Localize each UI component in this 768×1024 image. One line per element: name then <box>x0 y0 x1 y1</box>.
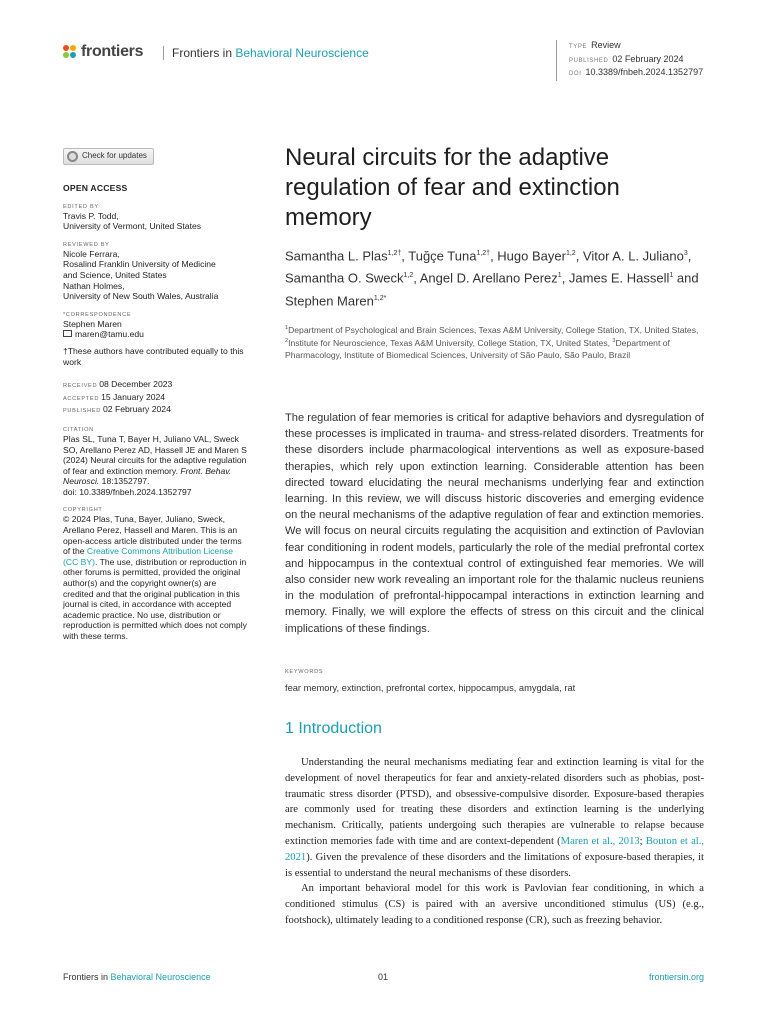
doi-value[interactable]: 10.3389/fnbeh.2024.1352797 <box>585 67 704 77</box>
received-value: 08 December 2023 <box>99 379 173 390</box>
author-name[interactable]: Vitor A. L. Juliano <box>582 248 684 264</box>
citation-volume: 18:1352797. <box>99 476 150 487</box>
author-affiliation-marker: 1 <box>557 272 562 280</box>
intro-paragraph: An important behavioral model for this work is Pavlovian fear conditioning, in which a conditioned stimulus (CS) is paired with an aversive unconditioned stimulus (US) (e.g., footshock), ultimately leading to a conditioned response (CR), such as freezing behavior. <box>285 883 704 926</box>
author-affiliation-marker: 1,2† <box>387 250 402 257</box>
author-separator: , <box>687 248 692 264</box>
affiliation-marker: 2 <box>285 338 289 345</box>
intro-paragraph <box>285 755 704 881</box>
author-separator: , <box>413 270 420 286</box>
author-separator: and <box>673 270 699 286</box>
reviewer-affiliation: and Science, United States <box>63 269 167 280</box>
license-link[interactable]: Creative Commons Attribution License (CC BY) <box>63 546 234 567</box>
logo-mark-icon <box>63 45 77 59</box>
affiliation-text: Department of Pharmacology, Institute of Biomedical Sciences, University of São Paulo, São Paulo, Brazil <box>285 338 670 360</box>
author-name[interactable]: James E. Hassell <box>568 270 670 286</box>
doi-label: DOI <box>569 71 582 77</box>
author-name[interactable]: Samantha L. Plas <box>285 248 388 264</box>
author-list <box>285 244 705 311</box>
keywords: fear memory, extinction, prefrontal cortex, hippocampus, amygdala, rat <box>285 683 576 693</box>
reviewer-name: Nathan Holmes, <box>63 280 125 291</box>
reviewer-name: Nicole Ferrara, <box>63 248 120 259</box>
refresh-icon <box>67 151 78 162</box>
citation-journal: Front. Behav. Neurosci. <box>63 465 232 487</box>
intro-text: Understanding the neural mechanisms mediating fear and extinction learning is vital for the development of novel therapeutics for fear and anxiety-related disorders such as phobias, post-traumatic stress disorder (PTSD), and obsessive-compulsive disorder. Exposure-based therapies are commonly used for treating these disorders and extinction learning is the underlying mechanism. Critically, patients undergoing such therapies are vulnerable to relapse because extinction memories fade with time and are context-dependent ( <box>285 757 704 847</box>
author-affiliation-marker: 1,2* <box>373 294 387 302</box>
article-meta <box>556 40 703 81</box>
dates <box>63 379 248 417</box>
published-value: 02 February 2024 <box>103 404 171 415</box>
reference-link[interactable]: Maren et al., 2013 <box>560 835 640 847</box>
footer-journal[interactable] <box>63 972 211 982</box>
introduction-body <box>285 755 704 929</box>
type-label: TYPE <box>569 44 588 50</box>
article-title: Neural circuits for the adaptive regulation of fear and extinction memory <box>285 144 620 231</box>
received-label: RECEIVED <box>63 383 98 390</box>
equal-contribution-note: †These authors have contributed equally to this work <box>63 345 244 367</box>
copyright-label: COPYRIGHT <box>63 507 103 514</box>
check-for-updates-button[interactable] <box>63 148 154 165</box>
published-label: PUBLISHED <box>63 408 102 415</box>
page-number: 01 <box>378 972 389 982</box>
correspondence-label: *CORRESPONDENCE <box>63 311 132 318</box>
footer-site-link[interactable]: frontiersin.org <box>648 972 704 982</box>
header-journal-name: Behavioral Neuroscience <box>235 46 369 60</box>
correspondence-name: Stephen Maren <box>63 318 122 329</box>
author-affiliation-marker: 1 <box>669 272 674 280</box>
citation-doi[interactable]: doi: 10.3389/fnbeh.2024.1352797 <box>63 486 192 497</box>
author-name[interactable]: Hugo Bayer <box>497 248 566 264</box>
frontiers-logo[interactable] <box>63 43 143 61</box>
published-value: 02 February 2024 <box>612 53 684 64</box>
published-label: PUBLISHED <box>569 57 609 64</box>
open-access-label: OPEN ACCESS <box>63 183 128 193</box>
correspondence-email[interactable]: maren@tamu.edu <box>75 329 144 340</box>
abstract: The regulation of fear memories is critical for adaptive behaviors and dysregulation of these processes is implicated in trauma- and stress-related disorders. Treatments for these disorders include pharmacological interventions as well as exposure-based therapies, which rely upon extinction learning. Considerable attention has been directed toward elucidating the neural mechanisms underlying fear and extinction learning. In this review, we will discuss historic discoveries and emerging evidence on the neural mechanisms of the adaptive regulation of fear and extinction memories. We will focus on neural circuits regulating the acquisition and extinction of Pavlovian fear conditioning in rodent models, particularly the role of the medial prefrontal cortex and hippocampus in the contextual control of extinguished fear memories. We will also consider new work revealing an important role for the thalamic nucleus reuniens in the modulation of prefrontal-hippocampal interactions in extinction learning and memory. Finally, we will explore the effects of stress on this circuit and the clinical implications of these findings. <box>285 412 704 635</box>
citation-label: CITATION <box>63 426 94 433</box>
editor-affiliation: University of Vermont, United States <box>63 221 202 232</box>
author-name[interactable]: Stephen Maren <box>285 292 374 308</box>
affiliation-text: Institute for Neuroscience, Texas A&M University, College Station, TX, United States, <box>288 338 613 349</box>
author-affiliation-marker: 1,2 <box>403 272 414 280</box>
author-separator: , <box>561 270 569 286</box>
accepted-label: ACCEPTED <box>63 395 100 402</box>
editor-name: Travis P. Todd, <box>63 210 119 221</box>
reviewed-by <box>63 249 248 302</box>
reference-separator: ; <box>639 835 646 847</box>
author-name[interactable]: Tuğçe Tuna <box>408 248 477 264</box>
check-for-updates-label: Check for updates <box>82 151 147 161</box>
keywords-label: KEYWORDS <box>285 669 324 675</box>
type-value: Review <box>591 40 621 50</box>
reference-link[interactable]: Bouton et al., 2021 <box>285 835 705 863</box>
author-name[interactable]: Angel D. Arellano Perez <box>419 270 558 286</box>
affiliation-marker: 3 <box>612 338 616 345</box>
citation <box>63 434 248 498</box>
correspondence-email-row[interactable] <box>63 329 248 340</box>
citation-text: Plas SL, Tuna T, Bayer H, Juliano VAL, Sweck SO, Arellano Perez AD, Hassell JE and Maren S (2024) Neural circuits for the adaptive regulation of fear and extinction memory. <box>63 433 247 476</box>
copyright-text: © 2024 Plas, Tuna, Bayer, Juliano, Sweck, Arellano Perez, Hassell and Maren. This is an open-access article distributed under the terms of the <box>63 514 242 557</box>
affiliation-marker: 1 <box>285 325 289 331</box>
logo-text: frontiers <box>81 43 144 60</box>
affiliations <box>285 323 705 361</box>
header-journal[interactable] <box>163 46 369 60</box>
section-heading-introduction: 1 Introduction <box>285 720 382 737</box>
author-name[interactable]: Samantha O. Sweck <box>285 270 404 286</box>
author-affiliation-marker: 1,2 <box>565 250 576 257</box>
copyright-text-end: . The use, distribution or reproduction in other forums is permitted, provided the original author(s) and the copyright owner(s) are credited and that the original publication in this journal is cited, in accordance with accepted academic practice. No use, distribution or reproduction is permitted which does not comply with these terms. <box>63 556 247 641</box>
author-separator: , <box>401 248 409 264</box>
author-affiliation-marker: 1,2† <box>476 250 491 257</box>
footer-journal-prefix: Frontiers in <box>63 972 109 982</box>
reviewer-affiliation: University of New South Wales, Australia <box>63 291 219 302</box>
footer-journal-name: Behavioral Neuroscience <box>110 972 211 982</box>
edited-by-label: EDITED BY <box>63 203 99 210</box>
author-affiliation-marker: 3 <box>683 250 688 257</box>
reviewer-affiliation: Rosalind Franklin University of Medicine <box>63 259 216 270</box>
edited-by <box>63 211 248 232</box>
mail-icon <box>63 330 72 337</box>
sidebar <box>63 148 248 642</box>
author-separator: , <box>490 248 498 264</box>
affiliation-text: Department of Psychological and Brain Sciences, Texas A&M University, College Station, TX, United States, <box>288 324 699 335</box>
author-separator: , <box>575 248 583 264</box>
accepted-value: 15 January 2024 <box>101 391 166 402</box>
reviewed-by-label: REVIEWED BY <box>63 241 110 248</box>
header-journal-prefix: Frontiers in <box>172 46 233 60</box>
intro-text: ). Given the prevalence of these disorders and the limitations of exposure-based therapies, it is essential to understand the neural mechanisms of these disorders. <box>285 851 704 879</box>
copyright <box>63 514 248 641</box>
